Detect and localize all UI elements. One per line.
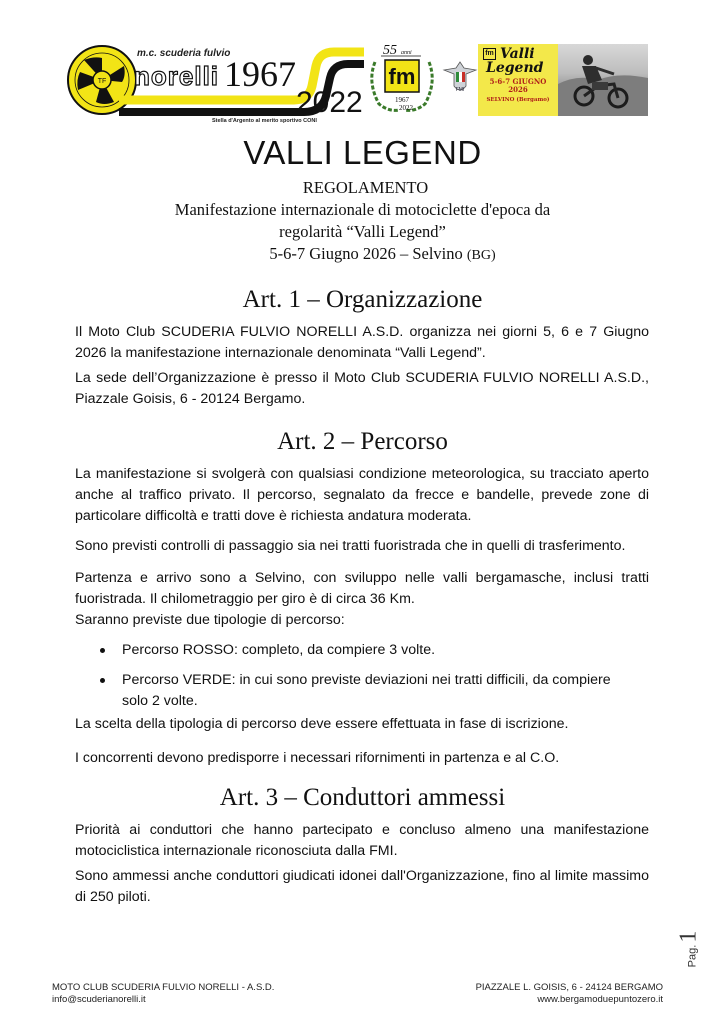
province-code: (BG) bbox=[466, 248, 496, 263]
motorcycle-rider-image bbox=[558, 44, 648, 116]
date-place-text: 5-6-7 Giugno 2026 – Selvino bbox=[269, 244, 463, 263]
article-1-paragraph: La sede dell’Organizzazione è presso il Moto Club SCUDERIA FULVIO NORELLI A.S.D., Piazzale Goisis, 6 - 20124 Bergamo. bbox=[75, 370, 649, 407]
svg-text:fm: fm bbox=[388, 64, 416, 89]
footer-club-info bbox=[52, 982, 274, 1006]
article-2-paragraph: Sono previsti controlli di passaggio sia nei tratti fuoristrada che in quelli di trasferimento. bbox=[75, 538, 626, 554]
poster-dates-days: 5-6-7 GIUGNO bbox=[489, 77, 547, 86]
subtitle-date-place bbox=[0, 244, 725, 264]
fmi-badge-icon bbox=[442, 58, 478, 96]
article-2-heading: Art. 2 – Percorso bbox=[277, 428, 448, 455]
bullet-text: Percorso VERDE: in cui sono previste deviazioni nei tratti difficili, da compiere solo 2 volte. bbox=[122, 672, 611, 709]
article-2-paragraph: La scelta della tipologia di percorso deve essere effettuata in fase di iscrizione. bbox=[75, 716, 569, 732]
svg-text:1967: 1967 bbox=[224, 54, 296, 94]
svg-text:2022: 2022 bbox=[296, 86, 363, 119]
svg-text:FMI: FMI bbox=[455, 87, 465, 93]
article-1-paragraph: Il Moto Club SCUDERIA FULVIO NORELLI A.S.D. organizza nei giorni 5, 6 e 7 Giugno 2026 la manifestazione internazionale denominata “Valli Legend”. bbox=[75, 324, 649, 361]
bullet-item-rosso bbox=[100, 640, 625, 661]
bullet-icon bbox=[100, 678, 105, 683]
page-value: 1 bbox=[675, 930, 702, 943]
poster-title-line1: Valli bbox=[500, 46, 535, 62]
svg-text:TF: TF bbox=[97, 78, 107, 85]
bullet-item-verde bbox=[100, 670, 625, 712]
poster-dates-year: 2026 bbox=[508, 85, 528, 94]
article-2-paragraph: Partenza e arrivo sono a Selvino, con sviluppo nelle valli bergamasche, inclusi tratti fuoristrada. Il chilometraggio per giro è di circa 36 Km. bbox=[75, 570, 649, 607]
page-number bbox=[672, 925, 706, 973]
bullet-text: Percorso ROSSO: completo, da compiere 3 volte. bbox=[122, 642, 436, 658]
svg-text:55: 55 bbox=[383, 43, 397, 58]
subtitle-description: Manifestazione internazionale di motociclette d'epoca da bbox=[174, 200, 551, 219]
svg-text:m.c. scuderia fulvio: m.c. scuderia fulvio bbox=[137, 48, 231, 59]
article-2-paragraph: La manifestazione si svolgerà con qualsiasi condizione meteorologica, su tracciato aperto anche al traffico privato. Il percorso, segnalato da frecce e bandelle, prevede zone di particolare difficoltà e tratti dove è richiesta andatura moderata. bbox=[75, 466, 649, 524]
page-label: Pag. bbox=[686, 944, 699, 968]
svg-text:Stella d'Argento al merito spo: Stella d'Argento al merito sportivo CONI bbox=[212, 118, 317, 123]
footer-club-name: MOTO CLUB SCUDERIA FULVIO NORELLI - A.S.D. bbox=[52, 982, 275, 993]
club-logo bbox=[64, 38, 384, 123]
article-3-paragraph: Sono ammessi anche conduttori giudicati idonei dall'Organizzazione, fino al limite massimo di 250 piloti. bbox=[75, 868, 649, 905]
footer-website-link[interactable]: www.bergamoduepuntozero.it bbox=[537, 994, 663, 1005]
article-1-heading: Art. 1 – Organizzazione bbox=[242, 286, 483, 313]
footer-email-link[interactable]: info@scuderianorelli.it bbox=[52, 994, 146, 1005]
svg-text:norelli: norelli bbox=[134, 61, 220, 91]
svg-text:2022: 2022 bbox=[399, 104, 413, 112]
article-2-paragraph: I concorrenti devono predisporre i necessari rifornimenti in partenza e al C.O. bbox=[75, 750, 560, 766]
document-title: VALLI LEGEND bbox=[243, 134, 482, 171]
page-number-rotated bbox=[676, 931, 703, 968]
article-2-paragraph: Saranno previste due tipologie di percorso: bbox=[75, 612, 345, 628]
article-3-paragraph: Priorità ai conduttori che hanno partecipato e concluso almeno una manifestazione motociclistica internazionale riconosciuta dalla FMI. bbox=[75, 822, 649, 859]
fm-monogram-icon: fm bbox=[483, 48, 496, 60]
event-poster bbox=[478, 44, 648, 116]
poster-dates bbox=[482, 78, 554, 94]
article-3-heading: Art. 3 – Conduttori ammessi bbox=[219, 784, 506, 811]
anniversary-badge bbox=[365, 42, 440, 114]
bullet-icon bbox=[100, 648, 105, 653]
poster-text-panel bbox=[478, 44, 558, 116]
document-header bbox=[0, 0, 725, 132]
poster-place: SELVINO (Bergamo) bbox=[486, 97, 550, 103]
svg-text:anni: anni bbox=[401, 50, 412, 56]
svg-text:1967: 1967 bbox=[395, 96, 409, 104]
vintage-motorcycle-photo bbox=[558, 44, 648, 116]
subtitle-event-name: regolarità “Valli Legend” bbox=[279, 222, 446, 241]
subtitle-regolamento: REGOLAMENTO bbox=[302, 178, 429, 197]
footer-address-info bbox=[476, 982, 663, 1006]
poster-title-line2: Legend bbox=[486, 60, 544, 76]
footer-address: PIAZZALE L. GOISIS, 6 - 24124 BERGAMO bbox=[475, 982, 663, 993]
